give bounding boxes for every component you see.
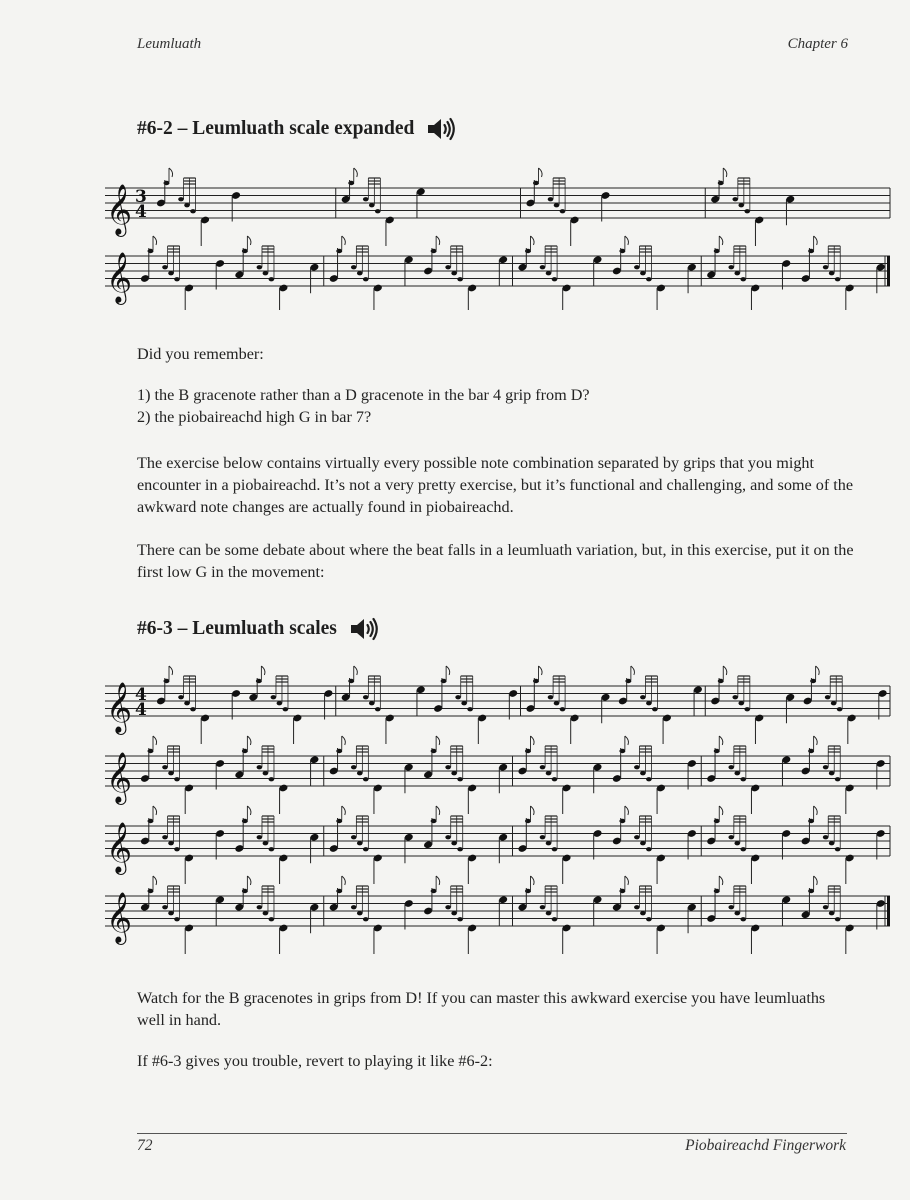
gracenote-flag [261,666,265,675]
gracenote-flag [625,236,629,245]
time-signature-bottom: 4 [135,700,147,720]
grace-group-head [823,265,829,269]
grace-group-head [646,847,652,851]
gracenote-flag [153,736,157,745]
grace-group-head [646,277,652,281]
grace-group-head [174,917,180,921]
gracenote-flag [539,168,543,177]
gracenote-flag [723,666,727,675]
grace-group-head [162,265,168,269]
remember-list [137,384,857,428]
grace-group-head [162,905,168,909]
exercise-1-title: #6-2 – Leumluath scale expanded [137,118,415,139]
grace-group-head [560,209,566,213]
grace-group-head [732,695,738,699]
grace-group-head [744,209,750,213]
grace-group-head [823,905,829,909]
grace-group-head [257,765,263,769]
grace-group-head [835,847,841,851]
time-signature-top: 4 [135,685,147,705]
gracenote-flag [814,876,818,885]
exercise-2-notation [100,660,895,960]
grace-group-head [190,707,196,711]
grace-group-head [634,835,640,839]
exercise-2-title: #6-3 – Leumluath scales [137,618,337,639]
grace-group-head [351,905,357,909]
grace-group-head [283,707,289,711]
grace-group-head [257,835,263,839]
grace-group-head [728,765,734,769]
gracenote-flag [247,806,251,815]
grace-group-head [744,707,750,711]
gracenote-flag [531,736,535,745]
grace-group-head [548,695,554,699]
grace-group-head [734,771,740,775]
grace-group-head [728,265,734,269]
grace-group-head [829,911,835,915]
grace-group-head [357,271,363,275]
gracenote-flag [719,736,723,745]
gracenote-flag [531,876,535,885]
grace-group-head [184,701,190,705]
gracenote-flag [342,876,346,885]
grace-group-head [554,701,560,705]
speaker-icon[interactable] [349,616,379,642]
grace-group-head [457,277,463,281]
grace-group-head [445,905,451,909]
grace-group-head [445,765,451,769]
gracenote-flag [153,876,157,885]
grace-group-head [369,701,375,705]
gracenote-flag [354,666,358,675]
grace-group-head [540,835,546,839]
grace-group-head [184,203,190,207]
list-item: 2) the piobaireachd high G in bar 7? [137,408,372,426]
grace-group-head [363,917,369,921]
grace-group-head [831,701,837,705]
gracenote-flag [814,736,818,745]
final-bar-thick [887,896,890,926]
exercise-1-heading [137,116,456,142]
grace-group-head [540,905,546,909]
grace-group-head [351,265,357,269]
grace-group-head [351,835,357,839]
grace-group-head [540,265,546,269]
grace-group-head [546,841,552,845]
grace-group-head [646,777,652,781]
gracenote-flag [436,736,440,745]
gracenote-flag [354,168,358,177]
exercise-intro-paragraph: The exercise below contains virtually every possible note combination separated by grips that you might encounter in a piobaireachd. It’s not a very pretty exercise, but it’s functional and challenging, and some of the awkward note changes are actually found in piobaireachd. [137,454,854,516]
grace-group-head [552,277,558,281]
grace-group-head [734,911,740,915]
watch-paragraph: Watch for the B gracenotes in grips from D! If you can master this awkward exercise you have leumluaths well in hand. [137,989,826,1029]
staff [105,736,890,814]
grace-group-head [640,271,646,275]
time-signature-top: 3 [135,187,147,207]
grace-group-head [646,917,652,921]
gracenote-flag [342,236,346,245]
grace-group-head [546,271,552,275]
grace-group-head [271,695,277,699]
remember-paragraph: Did you remember: [137,345,264,363]
grace-group-head [738,701,744,705]
grace-group-head [461,701,467,705]
list-item: 1) the B gracenote rather than a D gracenote in the bar 4 grip from D? [137,386,590,404]
grace-group-head [263,271,269,275]
grace-group-head [357,841,363,845]
grace-group-head [190,209,196,213]
grace-group-head [740,277,746,281]
grace-group-head [740,917,746,921]
gracenote-flag [169,666,173,675]
grace-group-head [740,847,746,851]
grace-group-head [552,777,558,781]
grace-group-head [351,765,357,769]
grace-group-head [269,777,275,781]
grace-group-head [829,771,835,775]
gracenote-flag [436,876,440,885]
treble-clef: 𝄞 [106,752,133,803]
grace-group-head [363,847,369,851]
grace-group-head [277,701,283,705]
gracenote-flag [814,236,818,245]
treble-clef: 𝄞 [106,822,133,873]
gracenote-flag [719,876,723,885]
gracenote-flag [719,806,723,815]
grace-group-head [451,911,457,915]
grace-group-head [837,707,843,711]
grace-group-head [640,695,646,699]
grace-group-head [835,277,841,281]
gracenote-flag [539,666,543,675]
exercise-2-heading [137,616,379,642]
grace-group-head [825,695,831,699]
footer-rule [137,1133,847,1134]
grace-group-head [552,847,558,851]
grace-group-head [263,771,269,775]
grace-group-head [445,265,451,269]
grace-group-head [823,765,829,769]
page-number: 72 [137,1137,153,1154]
treble-clef: 𝄞 [106,682,133,733]
gracenote-flag [153,236,157,245]
staff [105,168,890,246]
grace-group-head [451,771,457,775]
footer-book-title: Piobaireachd Fingerwork [685,1137,846,1154]
gracenote-flag [531,236,535,245]
grace-group-head [548,197,554,201]
gracenote-flag [342,736,346,745]
grace-group-head [357,911,363,915]
grace-group-head [457,917,463,921]
grace-group-head [174,847,180,851]
grace-group-head [835,777,841,781]
gracenote-flag [814,806,818,815]
grace-group-head [174,777,180,781]
running-head-left: Leumluath [137,36,202,52]
grace-group-head [269,847,275,851]
gracenote-flag [625,876,629,885]
grace-group-head [734,841,740,845]
grace-group-head [467,707,473,711]
treble-clef: 𝄞 [106,892,133,943]
grace-group-head [554,203,560,207]
gracenote-flag [153,806,157,815]
grace-group-head [552,917,558,921]
gracenote-flag [342,806,346,815]
grace-group-head [263,841,269,845]
exercise-1-notation [100,160,895,310]
grace-group-head [546,911,552,915]
grace-group-head [738,203,744,207]
grace-group-head [178,197,184,201]
grace-group-head [269,917,275,921]
beat-paragraph: There can be some debate about where the beat falls in a leumluath variation, but, in this exercise, put it on the first low G in the movement: [137,541,854,581]
gracenote-flag [169,168,173,177]
grace-group-head [732,197,738,201]
grace-group-head [451,271,457,275]
grace-group-head [363,277,369,281]
treble-clef: 𝄞 [106,184,133,235]
grace-group-head [546,771,552,775]
gracenote-flag [531,806,535,815]
grace-group-head [375,209,381,213]
grace-group-head [640,771,646,775]
final-bar-thick [887,256,890,286]
staff [105,666,890,744]
grace-group-head [375,707,381,711]
grace-group-head [823,835,829,839]
grace-group-head [829,841,835,845]
gracenote-flag [625,806,629,815]
grace-group-head [455,695,461,699]
grace-group-head [178,695,184,699]
grace-group-head [835,917,841,921]
gracenote-flag [723,168,727,177]
gracenote-flag [446,666,450,675]
grace-group-head [634,265,640,269]
grace-group-head [634,765,640,769]
grace-group-head [640,841,646,845]
grace-group-head [740,777,746,781]
gracenote-flag [631,666,635,675]
grace-group-head [445,835,451,839]
staff [105,876,890,954]
grace-group-head [363,777,369,781]
grace-group-head [363,695,369,699]
grace-group-head [257,905,263,909]
grace-group-head [634,905,640,909]
grace-group-head [162,765,168,769]
grace-group-head [829,271,835,275]
grace-group-head [168,771,174,775]
gracenote-flag [247,876,251,885]
grace-group-head [168,271,174,275]
gracenote-flag [625,736,629,745]
gracenote-flag [436,236,440,245]
grace-group-head [363,197,369,201]
grace-group-head [263,911,269,915]
staff [105,236,890,310]
grace-group-head [369,203,375,207]
grace-group-head [560,707,566,711]
grace-group-head [728,905,734,909]
grace-group-head [457,847,463,851]
grace-group-head [646,701,652,705]
time-signature-bottom: 4 [135,202,147,222]
grace-group-head [269,277,275,281]
staff [105,806,890,884]
grace-group-head [728,835,734,839]
grace-group-head [457,777,463,781]
grace-group-head [451,841,457,845]
gracenote-flag [247,736,251,745]
grace-group-head [652,707,658,711]
gracenote-flag [436,806,440,815]
gracenote-flag [816,666,820,675]
grace-group-head [174,277,180,281]
treble-clef: 𝄞 [106,252,133,303]
grace-group-head [357,771,363,775]
gracenote-flag [247,236,251,245]
grace-group-head [640,911,646,915]
grace-group-head [168,911,174,915]
grace-group-head [162,835,168,839]
grace-group-head [257,265,263,269]
gracenote-flag [719,236,723,245]
running-head-right: Chapter 6 [787,36,848,52]
grace-group-head [168,841,174,845]
trouble-paragraph: If #6-3 gives you trouble, revert to playing it like #6-2: [137,1052,493,1070]
grace-group-head [734,271,740,275]
speaker-icon[interactable] [426,116,456,142]
grace-group-head [540,765,546,769]
